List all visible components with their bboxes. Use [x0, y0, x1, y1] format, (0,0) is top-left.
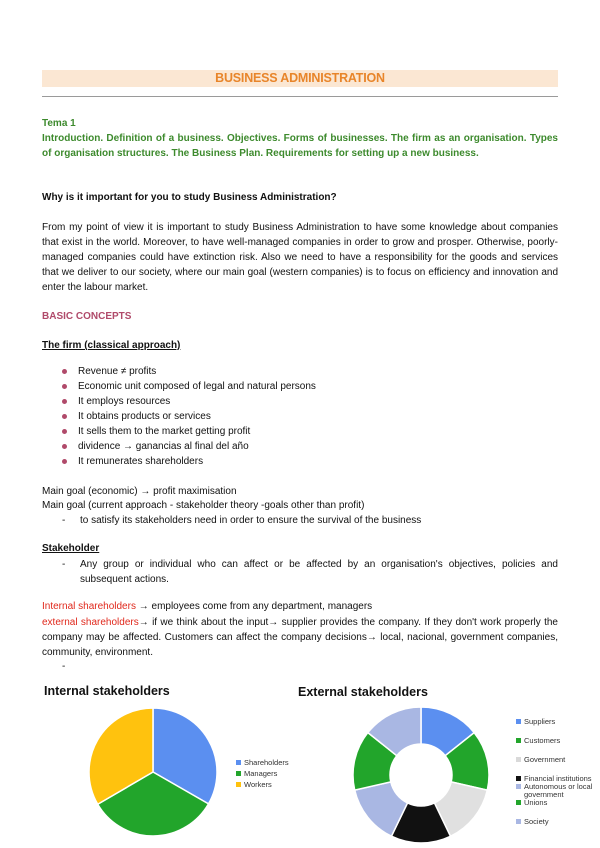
- legend-swatch: [516, 800, 521, 805]
- trailing-dash: -: [62, 661, 66, 672]
- list-item: Revenue ≠ profits: [62, 364, 316, 379]
- bullet-icon: [62, 444, 67, 449]
- legend-swatch: [516, 757, 521, 762]
- tema-label: Tema 1: [42, 118, 76, 129]
- legend-swatch: [516, 784, 521, 789]
- legend-swatch: [236, 760, 241, 765]
- bullet-icon: [62, 429, 67, 434]
- main-goal-economic: Main goal (economic) → profit maximisation: [42, 486, 237, 497]
- legend-item: Financial institutions: [516, 775, 600, 783]
- legend-swatch: [516, 819, 521, 824]
- bullet-icon: [62, 399, 67, 404]
- legend-swatch: [516, 719, 521, 724]
- external-shareholders-text: → if we think about the input→ supplier provides the company. If they don't work properly the company may be affected. Customers can affect the company decisions→ local, nacional, government companies, community, environment.: [42, 617, 558, 658]
- legend-item: Customers: [516, 737, 600, 745]
- tema-intro: Introduction. Definition of a business. Objectives. Forms of businesses. The firm as an organisation. Types of organisation structures. The Business Plan. Requirements for setting up a new business.: [42, 133, 558, 159]
- legend-item: Workers: [236, 779, 289, 790]
- bullet-icon: [62, 414, 67, 419]
- external-stakeholders-donut: [352, 702, 490, 848]
- goal-detail-text: to satisfy its stakeholders need in order to ensure the survival of the business: [80, 515, 422, 526]
- legend-swatch: [236, 782, 241, 787]
- bullet-icon: [62, 369, 67, 374]
- bullet-icon: [62, 384, 67, 389]
- legend-item: Society: [516, 818, 600, 826]
- bullet-icon: [62, 459, 67, 464]
- answer-paragraph: From my point of view it is important to study Business Administration to have some knowledge about companies that exist in the world. Moreover, to have well-managed companies in order to grow and prosper. Otherwise, poorly-managed companies could have extinction risk. Also we need to have a responsibility for the goods and services that we deliver to our society, where our main goal (western companies) is to focus on efficiency and innovation and enter the labour market.: [42, 222, 558, 293]
- legend-item: Managers: [236, 768, 289, 779]
- external-shareholders-label: external shareholders: [42, 617, 139, 628]
- list-item: It employs resources: [62, 394, 316, 409]
- internal-chart-legend: [236, 757, 289, 790]
- internal-shareholders-line: [42, 601, 558, 612]
- list-item: It obtains products or services: [62, 409, 316, 424]
- title-divider: [42, 96, 558, 97]
- dash-marker: -: [62, 559, 66, 570]
- firm-heading: The firm (classical approach): [42, 340, 181, 351]
- legend-item: Unions: [516, 799, 600, 807]
- legend-item: Shareholders: [236, 757, 289, 768]
- document-title: BUSINESS ADMINISTRATION: [42, 70, 558, 87]
- list-item: It remunerates shareholders: [62, 454, 316, 469]
- internal-shareholders-label: Internal shareholders: [42, 601, 136, 612]
- external-chart-legend: [516, 718, 600, 837]
- legend-swatch: [236, 771, 241, 776]
- firm-bullet-list: [62, 364, 316, 469]
- list-item: It sells them to the market getting profit: [62, 424, 316, 439]
- stakeholder-heading: Stakeholder: [42, 543, 100, 554]
- external-chart-title: External stakeholders: [298, 685, 428, 699]
- external-shareholders-line: [42, 615, 558, 660]
- legend-item: Government: [516, 756, 600, 764]
- legend-swatch: [516, 738, 521, 743]
- internal-stakeholders-pie: [88, 705, 218, 840]
- main-goal-current: Main goal (current approach - stakeholder theory -goals other than profit): [42, 500, 365, 511]
- stakeholder-definition-text: Any group or individual who can affect or be affected by an organisation's objectives, policies and subsequent actions.: [80, 559, 558, 585]
- question-heading: Why is it important for you to study Business Administration?: [42, 192, 337, 203]
- dash-marker: -: [62, 515, 66, 526]
- legend-item: Suppliers: [516, 718, 600, 726]
- legend-swatch: [516, 776, 521, 781]
- legend-item: Autonomous or local government: [516, 783, 600, 799]
- internal-shareholders-text: → employees come from any department, managers: [135, 601, 373, 612]
- basic-concepts-heading: BASIC CONCEPTS: [42, 311, 132, 322]
- list-item: Economic unit composed of legal and natural persons: [62, 379, 316, 394]
- list-item: dividence → ganancias al final del año: [62, 439, 316, 454]
- internal-chart-title: Internal stakeholders: [44, 684, 170, 698]
- stakeholder-definition: [62, 557, 558, 587]
